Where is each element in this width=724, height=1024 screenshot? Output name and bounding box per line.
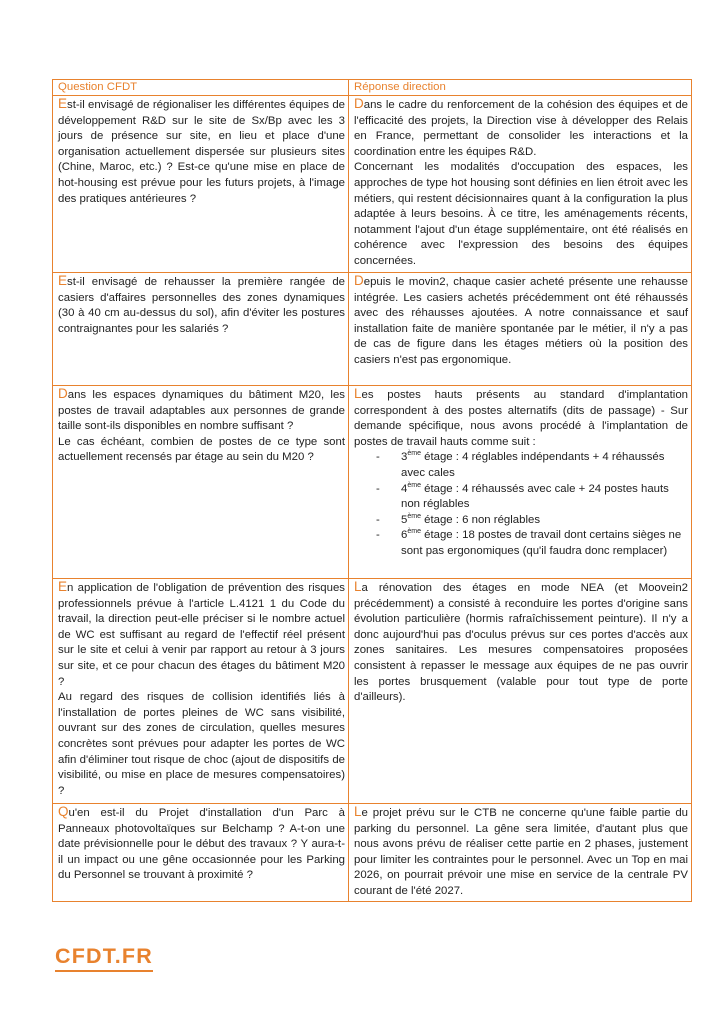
question-text: Est-il envisagé de rehausser la première rangée de casiers d'affaires personnelles des zones dynamiques (30 à 40 cm au-dessus du sol), afin d'éviter les postures contraignantes pour les salariés ? bbox=[58, 273, 345, 335]
question-text: Au regard des risques de collision identifiés liés à l'installation de portes pleines de WC sans visibilité, ouvrant sur des zones de circulation, quelles mesures concrètes sont prévues pour adapter les portes de WC afin d'éliminer tout risque de choc (ajout de dispositifs de visibilité, ou mise en place de mesures compensatoires) ? bbox=[58, 691, 345, 797]
question-text: Est-il envisagé de régionaliser les différentes équipes de développement R&D sur le site de Sx/Bp avec les 3 jours de présence sur site, en lieu et place d'une organisation actuellement dispersée sur plusieurs sites (Chine, Maroc, etc.) ? Est-ce qu'une mise en place de hot-housing est prévue pour les futurs projets, à l'image des pratiques antérieures ? bbox=[58, 96, 345, 205]
table-row bbox=[53, 273, 692, 386]
answer-cell bbox=[349, 386, 692, 579]
header-answer: Réponse direction bbox=[349, 80, 692, 96]
question-cell bbox=[53, 273, 349, 386]
floor-list bbox=[354, 450, 688, 559]
question-text: Qu'en est-il du Projet d'installation d'un Parc à Panneaux photovoltaïques sur Belchamp ? A-t-on une date prévisionnelle pour le début des travaux ? Y aura-t-il un impact ou une gêne occasionnée pour les Parking du Personnel se trouvant à proximité ? bbox=[58, 804, 345, 882]
floor-list-item: - 4ème étage : 4 réhaussés avec cale + 24 postes hauts non réglables bbox=[376, 482, 688, 513]
floor-list-item: - 3ème étage : 4 réglables indépendants + 4 réhaussés avec cales bbox=[376, 450, 688, 481]
question-cell bbox=[53, 386, 349, 579]
answer-cell bbox=[349, 273, 692, 386]
table-row bbox=[53, 96, 692, 273]
answer-text: Le projet prévu sur le CTB ne concerne qu'une faible partie du parking du personnel. La gêne sera limitée, d'autant plus que nous avons prévu de réaliser cette partie en 2 phases, justement pour limiter les contraintes pour le personnel. Avec un Top en mai 2026, on pourrait prévoir une mise en service de la centrale PV courant de l'été 2027. bbox=[354, 804, 688, 897]
qa-table bbox=[52, 79, 692, 902]
table-row bbox=[53, 579, 692, 804]
question-text: Dans les espaces dynamiques du bâtiment M20, les postes de travail adaptables aux personnes de grande taille sont-ils disponibles en nombre suffisant ? bbox=[58, 386, 345, 433]
answer-text: Dans le cadre du renforcement de la cohésion des équipes et de l'efficacité des projets, la Direction vise à développer des Relais en France, permettant de consolider les interactions et la coordination entre les équipes R&D. bbox=[354, 96, 688, 158]
table-header-row bbox=[53, 80, 692, 96]
question-text: En application de l'obligation de prévention des risques professionnels prévue à l'article L.4121 1 du Code du travail, la direction peut-elle préciser si le nombre actuel de WC est suffisant au regard de l'effectif réel présent sur le site et celui à venir par rapport au retour à 3 jours sur site, et ce pour chacun des étages du bâtiment M20 ? bbox=[58, 579, 345, 688]
question-cell bbox=[53, 579, 349, 804]
answer-text: La rénovation des étages en mode NEA (et Moovein2 précédemment) a consisté à reconduire les portes d'origine sans évolution particulière (hormis rafraîchissement peinture). Il n'y a donc aujourd'hui pas d'oculus prévus sur ces portes d'accès aux zones sanitaires. Les mesures compensatoires proposées consistent à repasser le message aux équipes de ne pas ouvrir les portes brusquement (valable pour tout type de porte d'ailleurs). bbox=[354, 579, 688, 704]
cfdt-logo[interactable]: CFDT.FR bbox=[55, 944, 153, 972]
answer-cell bbox=[349, 804, 692, 902]
answer-text: Les postes hauts présents au standard d'implantation correspondent à des postes alternatifs (dits de passage) - Sur demande spécifique, nous avons procédé à l'implantation de postes de travail hauts comme suit : bbox=[354, 386, 688, 448]
answer-cell bbox=[349, 579, 692, 804]
table-row bbox=[53, 386, 692, 579]
floor-list-item: - 6ème étage : 18 postes de travail dont certains sièges ne sont pas ergonomiques (qu'il faudra donc remplacer) bbox=[376, 528, 688, 559]
answer-text: Concernant les modalités d'occupation des espaces, les approches de type hot housing sont définies en lien étroit avec les métiers, qui restent décisionnaires quant à la configuration la plus adaptée à leurs besoins. À ce titre, les aménagements récents, notamment l'ajout d'un étage supplémentaire, ont été réalisés en cohérence avec l'expression des besoins des équipes concernées. bbox=[354, 161, 688, 267]
question-cell bbox=[53, 804, 349, 902]
answer-text: Depuis le movin2, chaque casier acheté présente une rehausse intégrée. Les casiers achetés précédemment ont été réhaussés avec des réhausses ajoutées. A notre connaissance et sauf installation faite de manière spontanée par le métier, il n'y a pas de cas de figure dans les étages métiers où la position des casiers n'est pas ergonomique. bbox=[354, 273, 688, 366]
question-cell bbox=[53, 96, 349, 273]
header-question: Question CFDT bbox=[53, 80, 349, 96]
table-row bbox=[53, 804, 692, 902]
answer-cell bbox=[349, 96, 692, 273]
floor-list-item: - 5ème étage : 6 non réglables bbox=[376, 513, 688, 529]
question-text: Le cas échéant, combien de postes de ce type sont actuellement recensés par étage au sein du M20 ? bbox=[58, 435, 345, 464]
